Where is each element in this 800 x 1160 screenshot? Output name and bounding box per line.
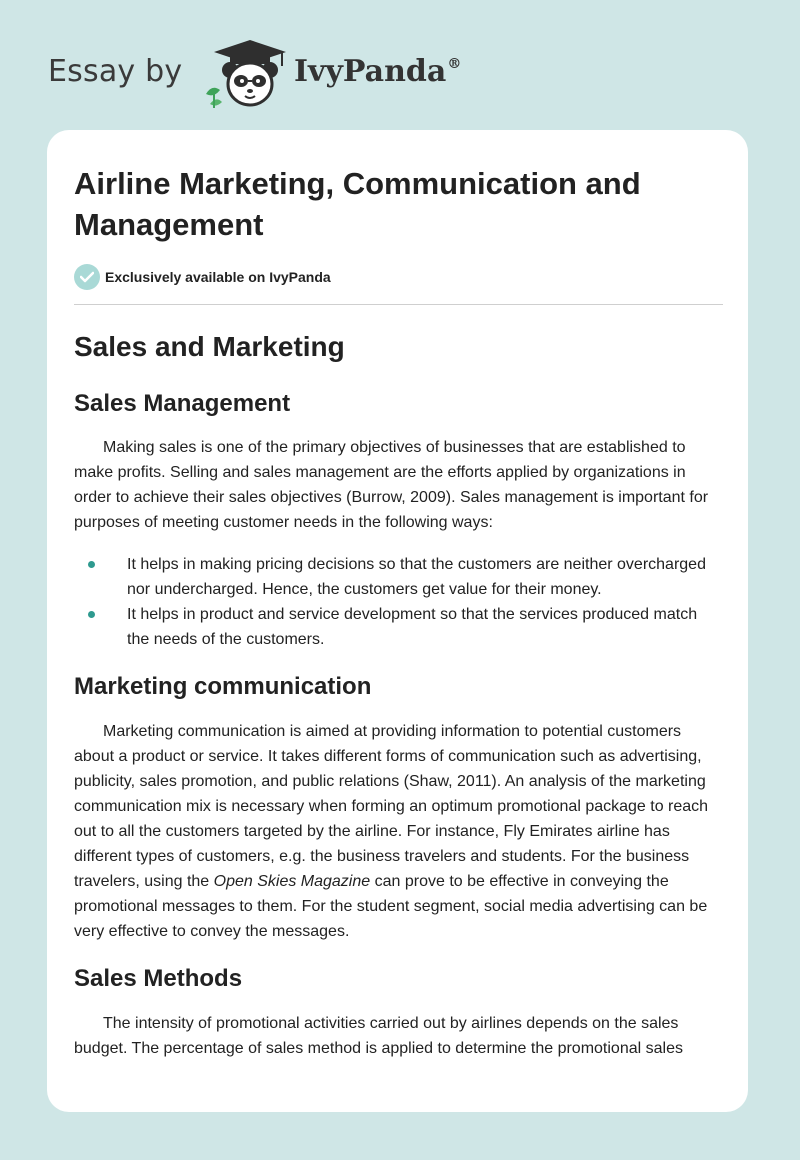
list-item-text: It helps in product and service development so that the services produced match the needs of the customers. <box>127 606 698 648</box>
title-divider <box>74 304 723 305</box>
section-heading-sales-and-marketing: Sales and Marketing <box>74 331 345 362</box>
article-content <box>74 130 723 1061</box>
list-item <box>74 552 723 602</box>
subheading-marketing-communication: Marketing communication <box>74 673 372 700</box>
subheading-sales-methods: Sales Methods <box>74 965 243 992</box>
article-title: Airline Marketing, Communication and Management <box>74 166 641 242</box>
article-card <box>47 130 748 1112</box>
exclusive-label: Exclusively available on IvyPanda <box>105 269 331 285</box>
panda-logo-icon[interactable] <box>204 36 292 110</box>
site-header <box>48 36 648 110</box>
sales-management-list <box>74 552 723 652</box>
list-item <box>74 602 723 652</box>
exclusive-badge <box>74 264 723 290</box>
subheading-sales-management: Sales Management <box>74 390 291 417</box>
paragraph-text-after: can prove to be effective in conveying the promotional messages to them. For the student segment, social media advertising can be very effective to convey the messages. <box>74 873 708 940</box>
bullet-dot-icon <box>88 561 95 568</box>
list-item-text: It helps in making pricing decisions so that the customers are neither overcharged nor undercharged. Hence, the customers get value for their money. <box>127 556 706 598</box>
paragraph-sales-management: Making sales is one of the primary objectives of businesses that are established to make profits. Selling and sales management are the efforts applied by organizations in order to achieve their sales objectives (Burrow, 2009). Sales management is important for purposes of meeting customer needs in the following ways: <box>74 439 709 531</box>
paragraph-sales-methods: The intensity of promotional activities carried out by airlines depends on the sales budget. The percentage of sales method is applied to determine the promotional sales <box>74 1015 683 1057</box>
essay-by-label: Essay by <box>48 54 183 89</box>
checkmark-icon <box>74 264 100 290</box>
paragraph-text-before: Marketing communication is aimed at providing information to potential customers about a product or service. It takes different forms of communication such as advertising, publicity, sales promotion, and public relations (Shaw, 2011). An analysis of the marketing communication mix is necessary when forming an optimum promotional package to reach out to all the customers targeted by the airline. For instance, Fly Emirates airline has different types of customers, e.g. the business travelers and students. For the business travelers, using the <box>74 723 709 890</box>
brand-name[interactable] <box>294 54 461 89</box>
paragraph-marketing-communication <box>74 719 723 944</box>
bullet-dot-icon <box>88 611 95 618</box>
brand-text: IvyPanda <box>294 54 447 89</box>
registered-mark: ® <box>447 56 462 72</box>
magazine-title: Open Skies Magazine <box>213 873 371 890</box>
